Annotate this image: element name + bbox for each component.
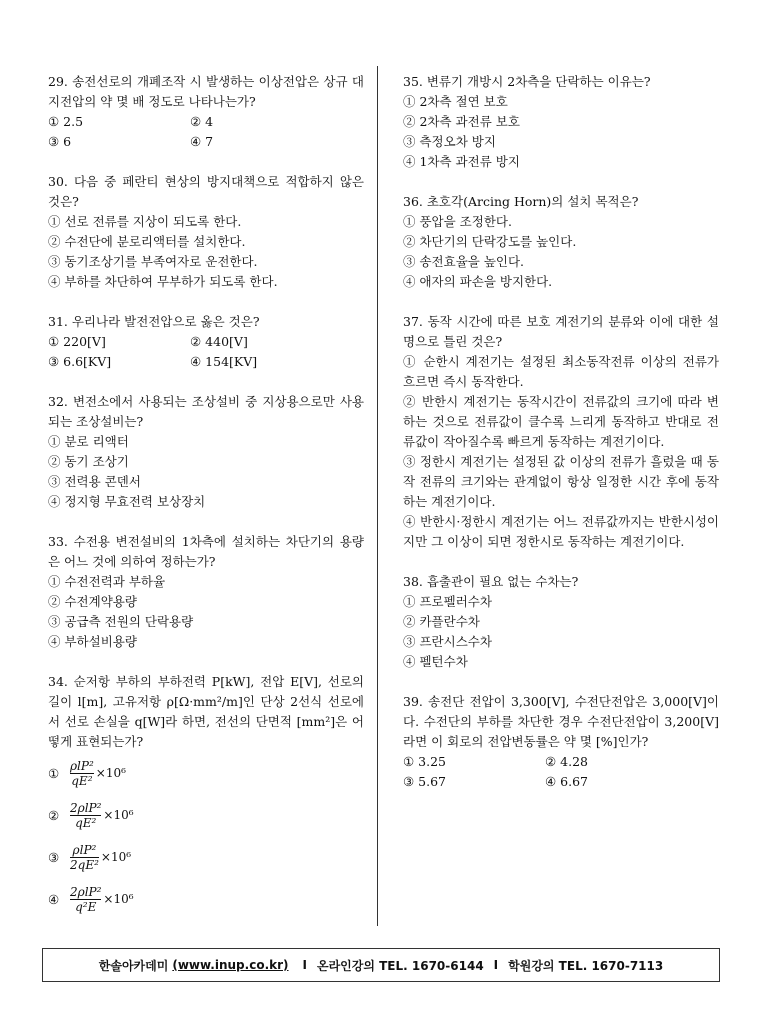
answer-option[interactable]: ④ 정지형 무효전력 보상장치 — [48, 494, 206, 509]
fraction-numerator: 2ρlP² — [70, 884, 102, 899]
answer-option[interactable]: ① 3.25 — [403, 754, 447, 769]
question-text: 31. 우리나라 발전전압으로 옳은 것은? — [48, 314, 260, 329]
answer-option[interactable]: ② 수전단에 분로리액터를 설치한다. — [48, 234, 246, 249]
answer-option[interactable]: ① 2.5 — [48, 114, 84, 129]
fraction-denominator: q²E — [75, 899, 97, 914]
formula-fraction — [70, 843, 99, 872]
question-31 — [48, 312, 364, 372]
option-number: ③ — [48, 849, 60, 865]
answer-option[interactable]: ② 반한시 계전기는 동작시간이 전류값의 크기에 따라 변하는 것으로 전류값이 클수록 느리게 동작하고 반대로 전류값이 작아질수록 빠르게 동작하는 계전기이다. — [403, 394, 719, 449]
answer-option[interactable]: ④ 부하설비용량 — [48, 634, 137, 649]
answer-option[interactable]: ② 440[V] — [190, 334, 248, 349]
option-number: ① — [48, 765, 60, 781]
options-list — [48, 572, 364, 652]
formula-multiplier: ×10⁶ — [95, 766, 126, 780]
question-text: 35. 변류기 개방시 2차측을 단락하는 이유는? — [403, 74, 651, 89]
question-text: 36. 초호각(Arcing Horn)의 설치 목적은? — [403, 194, 639, 209]
answer-option[interactable]: ② 4.28 — [545, 754, 589, 769]
answer-option[interactable]: ④ 애자의 파손을 방지한다. — [403, 274, 553, 289]
answer-option[interactable]: ④ 7 — [190, 134, 214, 149]
options-list — [48, 432, 364, 512]
question-38 — [403, 572, 719, 672]
fraction-denominator: qE² — [75, 815, 97, 830]
answer-option[interactable]: ③ 6.6[KV] — [48, 354, 112, 369]
options-list — [403, 352, 719, 552]
formula-multiplier: ×10⁶ — [100, 850, 132, 864]
column-divider — [377, 66, 378, 926]
option-number: ④ — [48, 891, 60, 907]
question-text: 32. 변전소에서 사용되는 조상설비 중 지상용으로만 사용되는 조상설비는? — [48, 394, 364, 429]
answer-option[interactable]: ③ 전력용 콘덴서 — [48, 474, 141, 489]
fraction-numerator: ρlP² — [72, 842, 97, 857]
answer-option[interactable]: ③ 프란시스수차 — [403, 634, 492, 649]
question-text: 29. 송전선로의 개폐조작 시 발생하는 이상전압은 상규 대지전압의 약 몇 배 정도로 나타나는가? — [48, 74, 364, 109]
options-list — [48, 112, 364, 152]
answer-option[interactable]: ④ 펠턴수차 — [403, 654, 468, 669]
answer-option[interactable]: ③ 측정오차 방지 — [403, 134, 496, 149]
answer-option[interactable]: ① 수전전력과 부하율 — [48, 574, 166, 589]
answer-option[interactable]: ① 프로펠러수차 — [403, 594, 492, 609]
answer-option[interactable]: ③ 송전효율을 높인다. — [403, 254, 525, 269]
answer-option[interactable]: ② 4 — [190, 114, 214, 129]
answer-option[interactable] — [48, 752, 364, 794]
answer-option[interactable]: ① 2차측 절연 보호 — [403, 94, 508, 109]
footer-brand: 한솔아카데미 — [98, 958, 169, 973]
right-column — [403, 72, 719, 812]
fraction-denominator: 2qE² — [70, 857, 99, 872]
question-39 — [403, 692, 719, 792]
answer-option[interactable]: ④ 154[KV] — [190, 354, 258, 369]
footer-separator: I — [493, 958, 499, 972]
question-text: 30. 다음 중 페란티 현상의 방지대책으로 적합하지 않은 것은? — [48, 174, 364, 209]
formula-multiplier: ×10⁶ — [103, 892, 134, 906]
question-32 — [48, 392, 364, 512]
answer-option[interactable]: ① 풍압을 조정한다. — [403, 214, 512, 229]
footer-separator: I — [302, 958, 307, 972]
question-36 — [403, 192, 719, 292]
question-text: 37. 동작 시간에 따른 보호 계전기의 분류와 이에 대한 설명으로 틀린 것은? — [403, 314, 719, 349]
options-list — [403, 592, 719, 672]
answer-option[interactable]: ② 수전계약용량 — [48, 594, 137, 609]
fraction-numerator: 2ρlP² — [70, 800, 102, 815]
question-34 — [48, 672, 364, 920]
footer-online-tel: 온라인강의 TEL. 1670-6144 — [316, 958, 484, 973]
formula-fraction — [70, 801, 101, 830]
answer-option[interactable]: ② 2차측 과전류 보호 — [403, 114, 520, 129]
answer-option[interactable]: ④ 부하를 차단하여 무부하가 되도록 한다. — [48, 274, 278, 289]
question-29 — [48, 72, 364, 152]
options-list — [403, 92, 719, 172]
answer-option[interactable]: ① 순한시 계전기는 설정된 최소동작전류 이상의 전류가 흐르면 즉시 동작한다. — [403, 354, 719, 389]
question-text: 33. 수전용 변전설비의 1차측에 설치하는 차단기의 용량은 어느 것에 의하여 정하는가? — [48, 534, 364, 569]
question-35 — [403, 72, 719, 172]
question-text: 38. 흡출관이 필요 없는 수차는? — [403, 574, 579, 589]
answer-option[interactable] — [48, 794, 364, 836]
answer-option[interactable]: ④ 1차측 과전류 방지 — [403, 154, 520, 169]
answer-option[interactable]: ① 220[V] — [48, 334, 106, 349]
left-column — [48, 72, 364, 940]
option-number: ② — [48, 807, 60, 823]
answer-option[interactable] — [48, 878, 364, 920]
options-list — [48, 212, 364, 292]
answer-option[interactable]: ① 선로 전류를 지상이 되도록 한다. — [48, 214, 242, 229]
answer-option[interactable]: ③ 5.67 — [403, 774, 447, 789]
fraction-numerator: ρlP² — [70, 758, 94, 773]
options-list — [403, 212, 719, 292]
answer-option[interactable]: ② 동기 조상기 — [48, 454, 129, 469]
question-30 — [48, 172, 364, 292]
answer-option[interactable]: ③ 정한시 계전기는 설정된 값 이상의 전류가 흘렀을 때 동작 전류의 크기와는 관계없이 항상 일정한 시간 후에 동작하는 계전기이다. — [403, 454, 719, 509]
options-list — [403, 752, 719, 792]
answer-option[interactable]: ③ 동기조상기를 부족여자로 운전한다. — [48, 254, 258, 269]
question-37 — [403, 312, 719, 552]
answer-option[interactable]: ④ 6.67 — [545, 774, 589, 789]
answer-option[interactable] — [48, 836, 364, 878]
formula-fraction — [70, 885, 101, 914]
footer-academy-tel: 학원강의 TEL. 1670-7113 — [508, 958, 664, 973]
question-text: 34. 순저항 부하의 부하전력 P[kW], 전압 E[V], 선로의 길이 l[m], 고유저항 ρ[Ω·mm²/m]인 단상 2선식 선로에서 선로 손실을 q[W]라 하면, 전선의 단면적 [mm²]은 어떻게 표현되는가? — [48, 674, 364, 749]
formula-multiplier: ×10⁶ — [103, 808, 134, 822]
question-text: 39. 송전단 전압이 3,300[V], 수전단전압은 3,000[V]이다. 수전단의 부하를 차단한 경우 수전단전압이 3,200[V]라면 이 회로의 전압변동률은 약 몇 [%]인가? — [403, 694, 719, 749]
options-list — [48, 332, 364, 372]
footer-website-link[interactable]: (www.inup.co.kr) — [172, 958, 289, 972]
answer-option[interactable]: ④ 반한시·정한시 계전기는 어느 전류값까지는 반한시성이지만 그 이상이 되면 정한시로 동작하는 계전기이다. — [403, 514, 719, 549]
formula-fraction — [70, 759, 94, 788]
answer-option[interactable]: ③ 공급측 전원의 단락용량 — [48, 614, 194, 629]
question-33 — [48, 532, 364, 652]
answer-option[interactable]: ② 카플란수차 — [403, 614, 480, 629]
answer-option[interactable]: ③ 6 — [48, 134, 72, 149]
answer-option[interactable]: ② 차단기의 단락강도를 높인다. — [403, 234, 577, 249]
page-footer — [42, 948, 720, 982]
fraction-denominator: qE² — [71, 773, 93, 788]
answer-option[interactable]: ① 분로 리액터 — [48, 434, 129, 449]
